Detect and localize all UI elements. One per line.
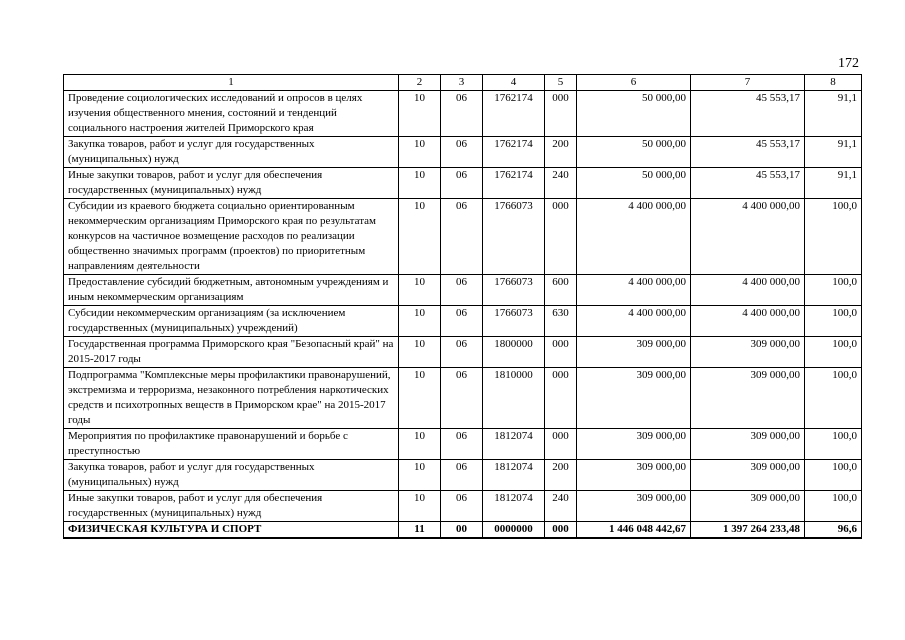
row-expense-type: 000 bbox=[545, 199, 577, 275]
table-row bbox=[64, 337, 862, 368]
row-percent: 100,0 bbox=[805, 491, 862, 522]
row-executed: 309 000,00 bbox=[691, 429, 805, 460]
row-percent: 100,0 bbox=[805, 429, 862, 460]
row-expense-type: 200 bbox=[545, 137, 577, 168]
row-planned: 4 400 000,00 bbox=[577, 306, 691, 337]
row-executed: 309 000,00 bbox=[691, 337, 805, 368]
row-percent: 100,0 bbox=[805, 306, 862, 337]
row-section-code: 10 bbox=[399, 429, 441, 460]
row-executed: 45 553,17 bbox=[691, 168, 805, 199]
table-row bbox=[64, 306, 862, 337]
row-subsection-code: 06 bbox=[441, 306, 483, 337]
row-subsection-code: 06 bbox=[441, 91, 483, 137]
row-description: Подпрограмма "Комплексные меры профилактики правонарушений, экстремизма и терроризма, незаконного потребления наркотических средств и психотропных веществ в Приморском крае" на 2015-2017 годы bbox=[64, 368, 399, 429]
row-target-code: 1762174 bbox=[483, 168, 545, 199]
row-executed: 309 000,00 bbox=[691, 368, 805, 429]
row-subsection-code: 06 bbox=[441, 460, 483, 491]
row-description: Субсидии из краевого бюджета социально ориентированным некоммерческим организациям Приморского края по результатам конкурсов на частичное возмещение расходов по реализации общественно значимых программ (проектов) по приоритетным направлениям деятельности bbox=[64, 199, 399, 275]
row-subsection-code: 06 bbox=[441, 275, 483, 306]
page-number: 172 bbox=[838, 56, 859, 71]
row-percent: 91,1 bbox=[805, 91, 862, 137]
row-subsection-code: 00 bbox=[441, 522, 483, 539]
row-description: Закупка товаров, работ и услуг для государственных (муниципальных) нужд bbox=[64, 460, 399, 491]
header-cell: 7 bbox=[691, 75, 805, 91]
table-row bbox=[64, 275, 862, 306]
row-executed: 309 000,00 bbox=[691, 460, 805, 491]
row-expense-type: 200 bbox=[545, 460, 577, 491]
row-description: Иные закупки товаров, работ и услуг для обеспечения государственных (муниципальных) нужд bbox=[64, 168, 399, 199]
row-target-code: 1766073 bbox=[483, 199, 545, 275]
row-description: Предоставление субсидий бюджетным, автономным учреждениям и иным некоммерческим организациям bbox=[64, 275, 399, 306]
row-expense-type: 000 bbox=[545, 522, 577, 539]
row-section-code: 11 bbox=[399, 522, 441, 539]
row-percent: 100,0 bbox=[805, 368, 862, 429]
row-percent: 91,1 bbox=[805, 137, 862, 168]
row-planned: 50 000,00 bbox=[577, 91, 691, 137]
row-section-code: 10 bbox=[399, 306, 441, 337]
row-executed: 4 400 000,00 bbox=[691, 275, 805, 306]
section-total-row bbox=[64, 522, 862, 539]
row-target-code: 1766073 bbox=[483, 275, 545, 306]
row-executed: 45 553,17 bbox=[691, 91, 805, 137]
row-section-code: 10 bbox=[399, 368, 441, 429]
row-section-code: 10 bbox=[399, 168, 441, 199]
row-section-code: 10 bbox=[399, 460, 441, 491]
row-executed: 45 553,17 bbox=[691, 137, 805, 168]
row-target-code: 1762174 bbox=[483, 137, 545, 168]
table-row bbox=[64, 460, 862, 491]
row-executed: 4 400 000,00 bbox=[691, 199, 805, 275]
row-percent: 100,0 bbox=[805, 275, 862, 306]
row-planned: 309 000,00 bbox=[577, 368, 691, 429]
row-executed: 1 397 264 233,48 bbox=[691, 522, 805, 539]
row-section-code: 10 bbox=[399, 137, 441, 168]
header-cell: 6 bbox=[577, 75, 691, 91]
row-description: Субсидии некоммерческим организациям (за исключением государственных (муниципальных) учреждений) bbox=[64, 306, 399, 337]
row-target-code: 1812074 bbox=[483, 491, 545, 522]
row-planned: 309 000,00 bbox=[577, 429, 691, 460]
table-row bbox=[64, 137, 862, 168]
row-percent: 91,1 bbox=[805, 168, 862, 199]
header-cell: 2 bbox=[399, 75, 441, 91]
header-cell: 3 bbox=[441, 75, 483, 91]
row-planned: 4 400 000,00 bbox=[577, 199, 691, 275]
row-expense-type: 240 bbox=[545, 491, 577, 522]
row-percent: 100,0 bbox=[805, 337, 862, 368]
table-row bbox=[64, 429, 862, 460]
row-planned: 309 000,00 bbox=[577, 491, 691, 522]
row-target-code: 1762174 bbox=[483, 91, 545, 137]
budget-table bbox=[63, 74, 862, 539]
row-expense-type: 000 bbox=[545, 337, 577, 368]
row-expense-type: 000 bbox=[545, 429, 577, 460]
row-target-code: 1810000 bbox=[483, 368, 545, 429]
row-planned: 50 000,00 bbox=[577, 168, 691, 199]
row-subsection-code: 06 bbox=[441, 491, 483, 522]
row-subsection-code: 06 bbox=[441, 137, 483, 168]
row-executed: 4 400 000,00 bbox=[691, 306, 805, 337]
row-target-code: 1766073 bbox=[483, 306, 545, 337]
row-subsection-code: 06 bbox=[441, 368, 483, 429]
row-expense-type: 630 bbox=[545, 306, 577, 337]
table-row bbox=[64, 199, 862, 275]
row-description: Иные закупки товаров, работ и услуг для обеспечения государственных (муниципальных) нужд bbox=[64, 491, 399, 522]
row-percent: 100,0 bbox=[805, 199, 862, 275]
row-section-code: 10 bbox=[399, 491, 441, 522]
row-target-code: 0000000 bbox=[483, 522, 545, 539]
row-subsection-code: 06 bbox=[441, 199, 483, 275]
row-description: Закупка товаров, работ и услуг для государственных (муниципальных) нужд bbox=[64, 137, 399, 168]
header-cell: 8 bbox=[805, 75, 862, 91]
table-row bbox=[64, 368, 862, 429]
table-row bbox=[64, 91, 862, 137]
row-description: Мероприятия по профилактике правонарушений и борьбе с преступностью bbox=[64, 429, 399, 460]
row-expense-type: 600 bbox=[545, 275, 577, 306]
row-expense-type: 000 bbox=[545, 368, 577, 429]
row-section-code: 10 bbox=[399, 199, 441, 275]
row-subsection-code: 06 bbox=[441, 429, 483, 460]
table-row bbox=[64, 491, 862, 522]
row-planned: 1 446 048 442,67 bbox=[577, 522, 691, 539]
table-row bbox=[64, 168, 862, 199]
row-section-code: 10 bbox=[399, 91, 441, 137]
row-target-code: 1812074 bbox=[483, 429, 545, 460]
row-planned: 309 000,00 bbox=[577, 337, 691, 368]
row-planned: 50 000,00 bbox=[577, 137, 691, 168]
row-description: Государственная программа Приморского края "Безопасный край" на 2015-2017 годы bbox=[64, 337, 399, 368]
row-subsection-code: 06 bbox=[441, 168, 483, 199]
row-expense-type: 240 bbox=[545, 168, 577, 199]
header-row bbox=[64, 75, 862, 91]
row-planned: 309 000,00 bbox=[577, 460, 691, 491]
row-section-code: 10 bbox=[399, 337, 441, 368]
row-expense-type: 000 bbox=[545, 91, 577, 137]
row-description: Проведение социологических исследований и опросов в целях изучения общественного мнения, состояний и тенденций социального настроения жителей Приморского края bbox=[64, 91, 399, 137]
row-planned: 4 400 000,00 bbox=[577, 275, 691, 306]
header-cell: 1 bbox=[64, 75, 399, 91]
row-description: ФИЗИЧЕСКАЯ КУЛЬТУРА И СПОРТ bbox=[64, 522, 399, 539]
row-percent: 100,0 bbox=[805, 460, 862, 491]
row-percent: 96,6 bbox=[805, 522, 862, 539]
row-subsection-code: 06 bbox=[441, 337, 483, 368]
row-executed: 309 000,00 bbox=[691, 491, 805, 522]
row-target-code: 1812074 bbox=[483, 460, 545, 491]
header-cell: 4 bbox=[483, 75, 545, 91]
row-section-code: 10 bbox=[399, 275, 441, 306]
header-cell: 5 bbox=[545, 75, 577, 91]
row-target-code: 1800000 bbox=[483, 337, 545, 368]
